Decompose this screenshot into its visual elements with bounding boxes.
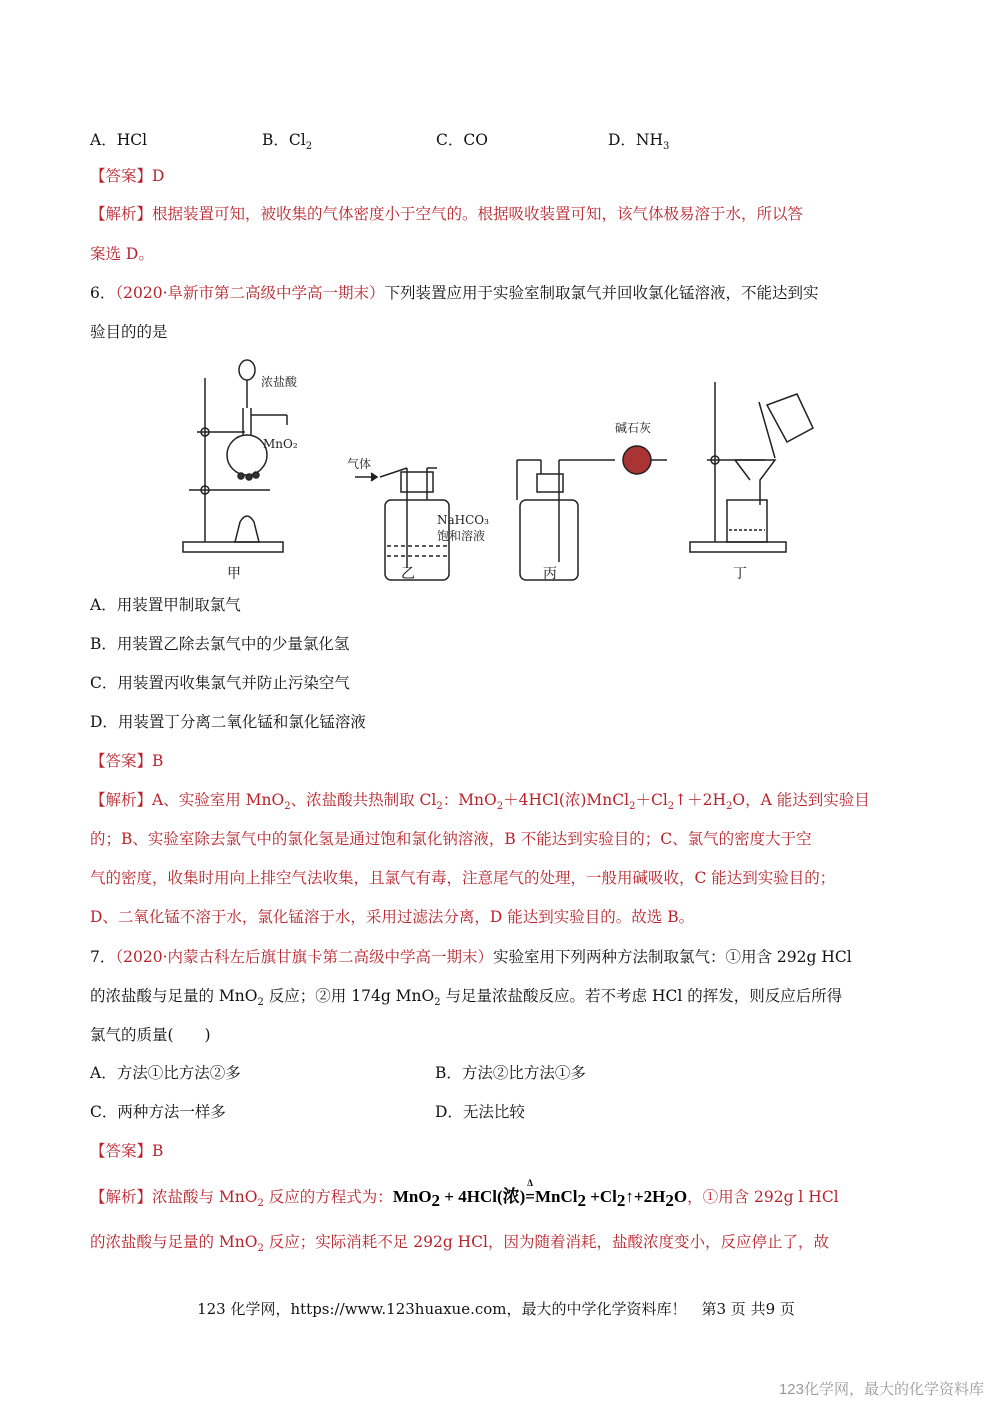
caption-jia: 甲 [227, 566, 241, 582]
apparatus-figure [175, 350, 815, 590]
text-segment: ：MnO [442, 791, 497, 809]
text-segment: 【答案】B [90, 752, 164, 770]
text-segment: 2 [667, 801, 675, 812]
text-line [90, 868, 835, 888]
label-nahco3: NaHCO₃ [437, 513, 489, 527]
text-segment: D、二氧化锰不溶于水，氯化锰溶于水，采用过滤法分离，D 能达到实验目的。故选 B。 [90, 908, 695, 926]
text-segment: C．用装置丙收集氯气并防止污染空气 [90, 674, 350, 692]
text-segment: D．无法比较 [435, 1103, 525, 1121]
text-segment: MnCl [534, 1187, 578, 1206]
option-text: B．Cl [262, 131, 306, 149]
option-text: 3 [663, 141, 670, 152]
text-segment: B．用装置乙除去氯气中的少量氯化氢 [90, 635, 350, 653]
text-line [90, 986, 842, 1006]
label-hcl: 浓盐酸 [261, 375, 298, 389]
text-segment: 、浓盐酸共热制取 Cl [290, 791, 437, 809]
text-segment: 的浓盐酸与足量的 MnO [90, 1233, 258, 1251]
label-gas: 气体 [347, 457, 372, 471]
text-segment: 反应的方程式为： [263, 1188, 393, 1206]
text-segment: B．方法②比方法①多 [435, 1064, 586, 1082]
text-segment: D．用装置丁分离二氧化锰和氯化锰溶液 [90, 713, 366, 731]
text-segment: 与足量浓盐酸反应。若不考虑 HCl 的挥发，则反应后所得 [440, 987, 843, 1005]
text-segment: 2 [257, 1198, 264, 1209]
text-segment: A．用装置甲制取氯气 [90, 596, 241, 614]
text-segment: 6． [90, 284, 116, 302]
text-line [90, 1232, 829, 1252]
q5-option [436, 128, 488, 150]
text-line [90, 283, 819, 303]
option-text: C．CO [436, 131, 488, 149]
text-segment: 2 [577, 1191, 586, 1210]
caption-yi: 乙 [401, 566, 415, 582]
text-line [90, 907, 694, 927]
text-line [90, 673, 350, 693]
caption-bing: 丙 [543, 566, 557, 582]
option-text: D．NH [608, 131, 664, 149]
text-line [90, 829, 812, 849]
text-line [90, 1063, 586, 1083]
text-segment: 2 [665, 1191, 674, 1210]
q5-option [608, 128, 669, 150]
text-segment: 2 [431, 1191, 441, 1210]
text-segment: 案选 D。 [90, 245, 154, 263]
text-segment: 2 [629, 801, 636, 812]
option-text: A．HCl [90, 131, 148, 149]
text-line [90, 322, 168, 342]
text-segment: ↑+2H [625, 1187, 666, 1206]
apparatus-ding [690, 382, 813, 552]
q5-option [90, 128, 147, 150]
text-segment: 【答案】D [90, 167, 165, 185]
watermark: 123化学网，最大的化学资料库 [778, 1381, 984, 1398]
text-segment: ，①用含 292g l HCl [687, 1188, 839, 1206]
text-segment: 反应；②用 174g MnO [263, 987, 435, 1005]
text-line [90, 204, 803, 224]
text-segment: ＋4HCl(浓)MnCl [503, 791, 630, 809]
text-segment: O，A 能达到实验目 [732, 791, 870, 809]
text-segment: 2 [436, 801, 443, 812]
text-segment: 2 [257, 1243, 264, 1254]
heat-symbol: Δ [527, 1178, 533, 1188]
text-segment: C．两种方法一样多 [90, 1103, 226, 1121]
page-footer: 123 化学网，https://www.123huaxue.com，最大的中学化学资料库！ 第3 页 共9 页 [197, 1300, 795, 1318]
text-segment: + 4HCl(浓) [440, 1187, 526, 1206]
text-segment: MnO [392, 1187, 432, 1206]
text-segment: 的浓盐酸与足量的 MnO [90, 987, 258, 1005]
text-segment: （2020·内蒙古科左后旗甘旗卡第二高级中学高一期末） [115, 948, 493, 966]
text-segment: （2020·阜新市第二高级中学高一期末） [115, 284, 385, 302]
text-segment: 【答案】B [90, 1142, 164, 1160]
text-line [90, 712, 366, 732]
text-segment: 验目的的是 [90, 323, 168, 341]
text-segment: 2 [434, 997, 441, 1008]
text-segment: 实验室用下列两种方法制取氯气：①用含 292g HCl [493, 948, 852, 966]
label-mno2: MnO₂ [263, 437, 298, 451]
text-segment: 【解析】A、实验室用 MnO [90, 791, 285, 809]
caption-ding: 丁 [733, 566, 747, 582]
text-segment: 的；B、实验室除去氯气中的氯化氢是通过饱和氯化钠溶液，B 不能达到实验目的；C、氯气的密度大于空 [90, 830, 812, 848]
text-line [90, 1102, 525, 1122]
apparatus-bing [517, 446, 667, 580]
text-segment: O [673, 1187, 688, 1206]
apparatus-yi [355, 468, 449, 580]
text-segment: 7． [90, 948, 116, 966]
text-line [90, 244, 154, 264]
option-text: 2 [305, 141, 313, 152]
text-segment: = [525, 1187, 535, 1206]
q5-option [262, 128, 312, 150]
text-segment: A．方法①比方法②多 [90, 1064, 241, 1082]
text-line [90, 751, 163, 771]
text-segment: 2 [616, 1191, 626, 1210]
text-line [90, 1025, 211, 1045]
text-segment: 2 [726, 801, 733, 812]
text-segment: 气的密度，收集时用向上排空气法收集，且氯气有毒，注意尾气的处理，一般用碱吸收，C 能达到实验目的； [90, 869, 836, 887]
text-segment: 2 [284, 801, 291, 812]
text-segment: ＋Cl [635, 791, 668, 809]
text-line [90, 166, 164, 186]
text-segment: 【解析】浓盐酸与 MnO [90, 1188, 258, 1206]
text-segment: 反应；实际消耗不足 292g HCl，因为随着消耗，盐酸浓度变小，反应停止了，故 [263, 1233, 829, 1251]
label-soda-lime: 碱石灰 [615, 421, 652, 435]
text-segment: 下列装置应用于实验室制取氯气并回收氯化锰溶液，不能达到实 [384, 284, 819, 302]
text-line [90, 595, 241, 615]
text-line [90, 634, 349, 654]
text-segment: 2 [496, 801, 504, 812]
text-segment: 氯气的质量( ) [90, 1026, 211, 1044]
text-segment: +Cl [585, 1187, 617, 1206]
text-segment: 【解析】根据装置可知，被收集的气体密度小于空气的。根据吸收装置可知，该气体极易溶于水，所以答 [90, 205, 804, 223]
text-line [90, 947, 852, 967]
text-segment [525, 1178, 535, 1206]
text-line [90, 1178, 839, 1210]
text-line [90, 790, 870, 810]
text-segment: 2 [257, 997, 264, 1008]
label-saturated-solution: 饱和溶液 [437, 529, 486, 543]
text-line [90, 1141, 163, 1161]
text-segment: ↑＋2H [674, 791, 727, 809]
